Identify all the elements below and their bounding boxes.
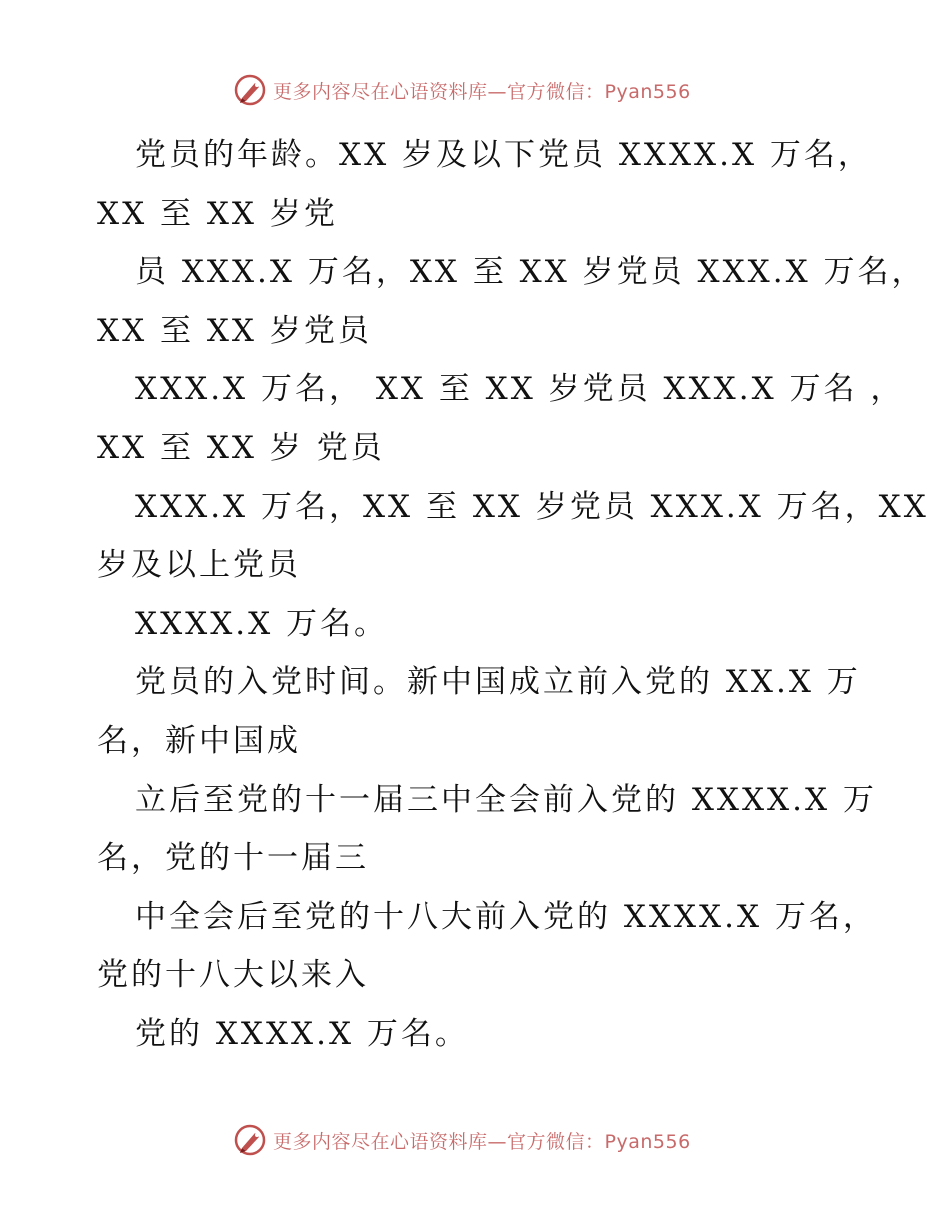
paragraph-line: XXXX.X 万名。: [135, 605, 389, 642]
paragraph-line: 名，新中国成: [97, 722, 301, 759]
paragraph-line: 立后至党的十一届三中全会前入党的 XXXX.X 万: [135, 781, 877, 818]
paragraph-line: 党的十八大以来入: [97, 957, 369, 994]
paragraph-line: 党员的入党时间。新中国成立前入党的 XX.X 万: [135, 664, 861, 701]
paragraph-line: 党的 XXXX.X 万名。: [135, 1015, 469, 1052]
header-watermark: [233, 72, 691, 108]
document-body: [97, 126, 929, 1064]
paragraph-line: XX 至 XX 岁党: [97, 195, 338, 232]
paragraph-line: 名，党的十一届三: [97, 840, 369, 877]
watermark-text: 更多内容尽在心语资料库—官方微信：Pyan556: [273, 1130, 691, 1153]
pen-logo-icon: [233, 1123, 267, 1157]
watermark-text: 更多内容尽在心语资料库—官方微信：Pyan556: [273, 80, 691, 103]
pen-logo-icon: [233, 73, 267, 107]
paragraph-line: XXX.X 万名， XX 至 XX 岁党员 XXX.X 万名 ，: [135, 371, 905, 408]
paragraph-line: XX 至 XX 岁党员: [97, 312, 372, 349]
footer-watermark: [233, 1122, 691, 1158]
paragraph-line: 中全会后至党的十八大前入党的 XXXX.X 万名，: [135, 898, 877, 935]
paragraph-line: 岁及以上党员: [97, 547, 301, 584]
paragraph-line: 党员的年龄。XX 岁及以下党员 XXXX.X 万名，: [135, 137, 872, 173]
paragraph-line: 员 XXX.X 万名，XX 至 XX 岁党员 XXX.X 万名，: [135, 254, 926, 291]
paragraph-line: XXX.X 万名，XX 至 XX 岁党员 XXX.X 万名，XX: [135, 488, 929, 525]
paragraph-line: XX 至 XX 岁 党员: [97, 429, 385, 466]
